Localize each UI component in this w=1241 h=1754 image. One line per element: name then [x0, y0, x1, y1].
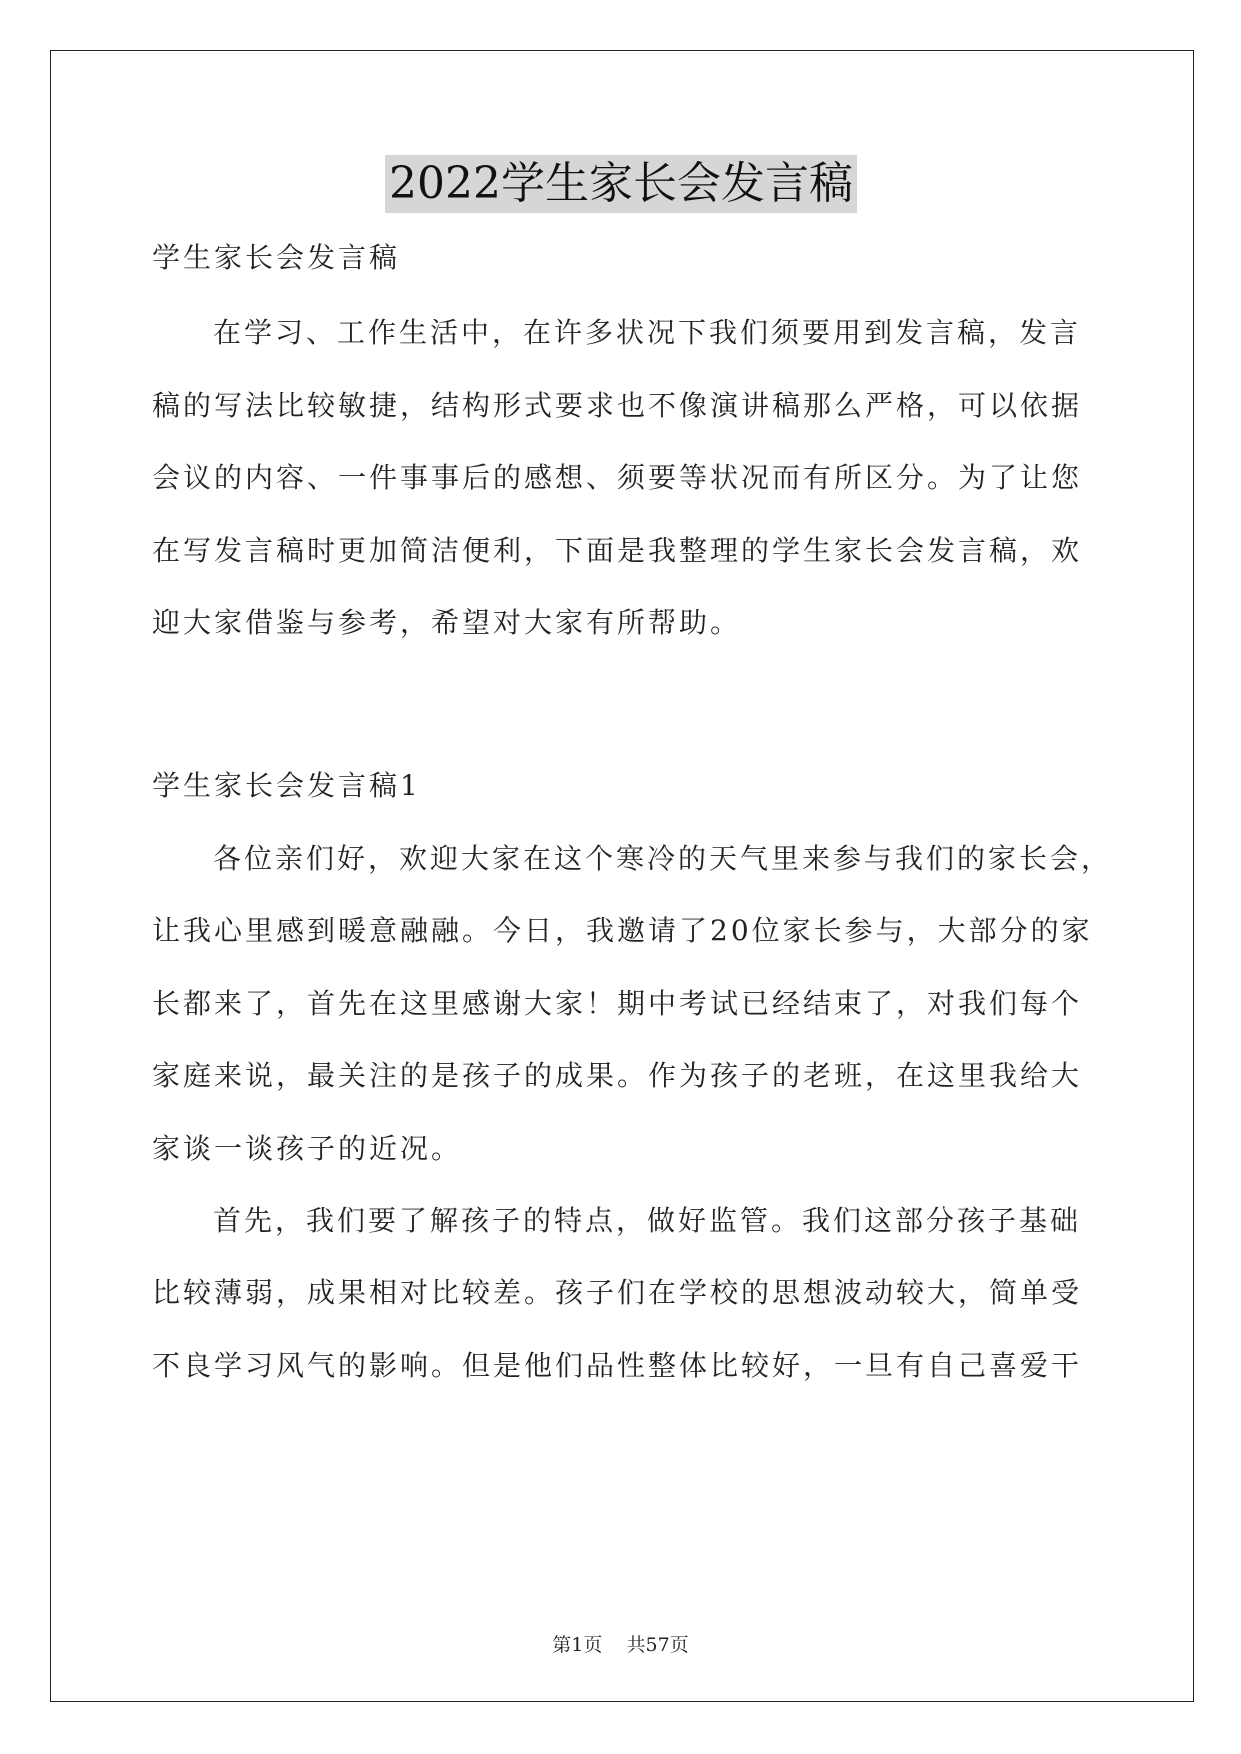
document-subtitle: 学生家长会发言稿 — [152, 241, 401, 274]
paragraph-line: 各位亲们好，欢迎大家在这个寒冷的天气里来参与我们的家长会， — [213, 842, 1113, 875]
document-title: 2022学生家长会发言稿 — [385, 155, 857, 213]
paragraph-line: 比较薄弱，成果相对比较差。孩子们在学校的思想波动较大，简单受 — [152, 1276, 1083, 1309]
intro-line: 迎大家借鉴与参考，希望对大家有所帮助。 — [152, 606, 742, 639]
intro-line: 在写发言稿时更加简洁便利，下面是我整理的学生家长会发言稿，欢 — [152, 534, 1083, 567]
intro-line: 在学习、工作生活中，在许多状况下我们须要用到发言稿，发言 — [213, 316, 1082, 349]
paragraph-line: 家庭来说，最关注的是孩子的成果。作为孩子的老班，在这里我给大 — [152, 1059, 1083, 1092]
paragraph-line: 长都来了，首先在这里感谢大家！期中考试已经结束了，对我们每个 — [152, 987, 1083, 1020]
paragraph-line: 首先，我们要了解孩子的特点，做好监管。我们这部分孩子基础 — [213, 1204, 1082, 1237]
intro-line: 稿的写法比较敏捷，结构形式要求也不像演讲稿那么严格，可以依据 — [152, 389, 1083, 422]
page-number: 第1页 共57页 — [552, 1634, 689, 1656]
section-heading: 学生家长会发言稿1 — [152, 769, 421, 802]
intro-line: 会议的内容、一件事事后的感想、须要等状况而有所区分。为了让您 — [152, 461, 1083, 494]
paragraph-line: 家谈一谈孩子的近况。 — [152, 1132, 463, 1165]
paragraph-line: 让我心里感到暖意融融。今日，我邀请了20位家长参与，大部分的家 — [152, 914, 1093, 947]
paragraph-line: 不良学习风气的影响。但是他们品性整体比较好，一旦有自己喜爱干 — [152, 1349, 1083, 1382]
page-footer — [0, 1632, 1241, 1658]
